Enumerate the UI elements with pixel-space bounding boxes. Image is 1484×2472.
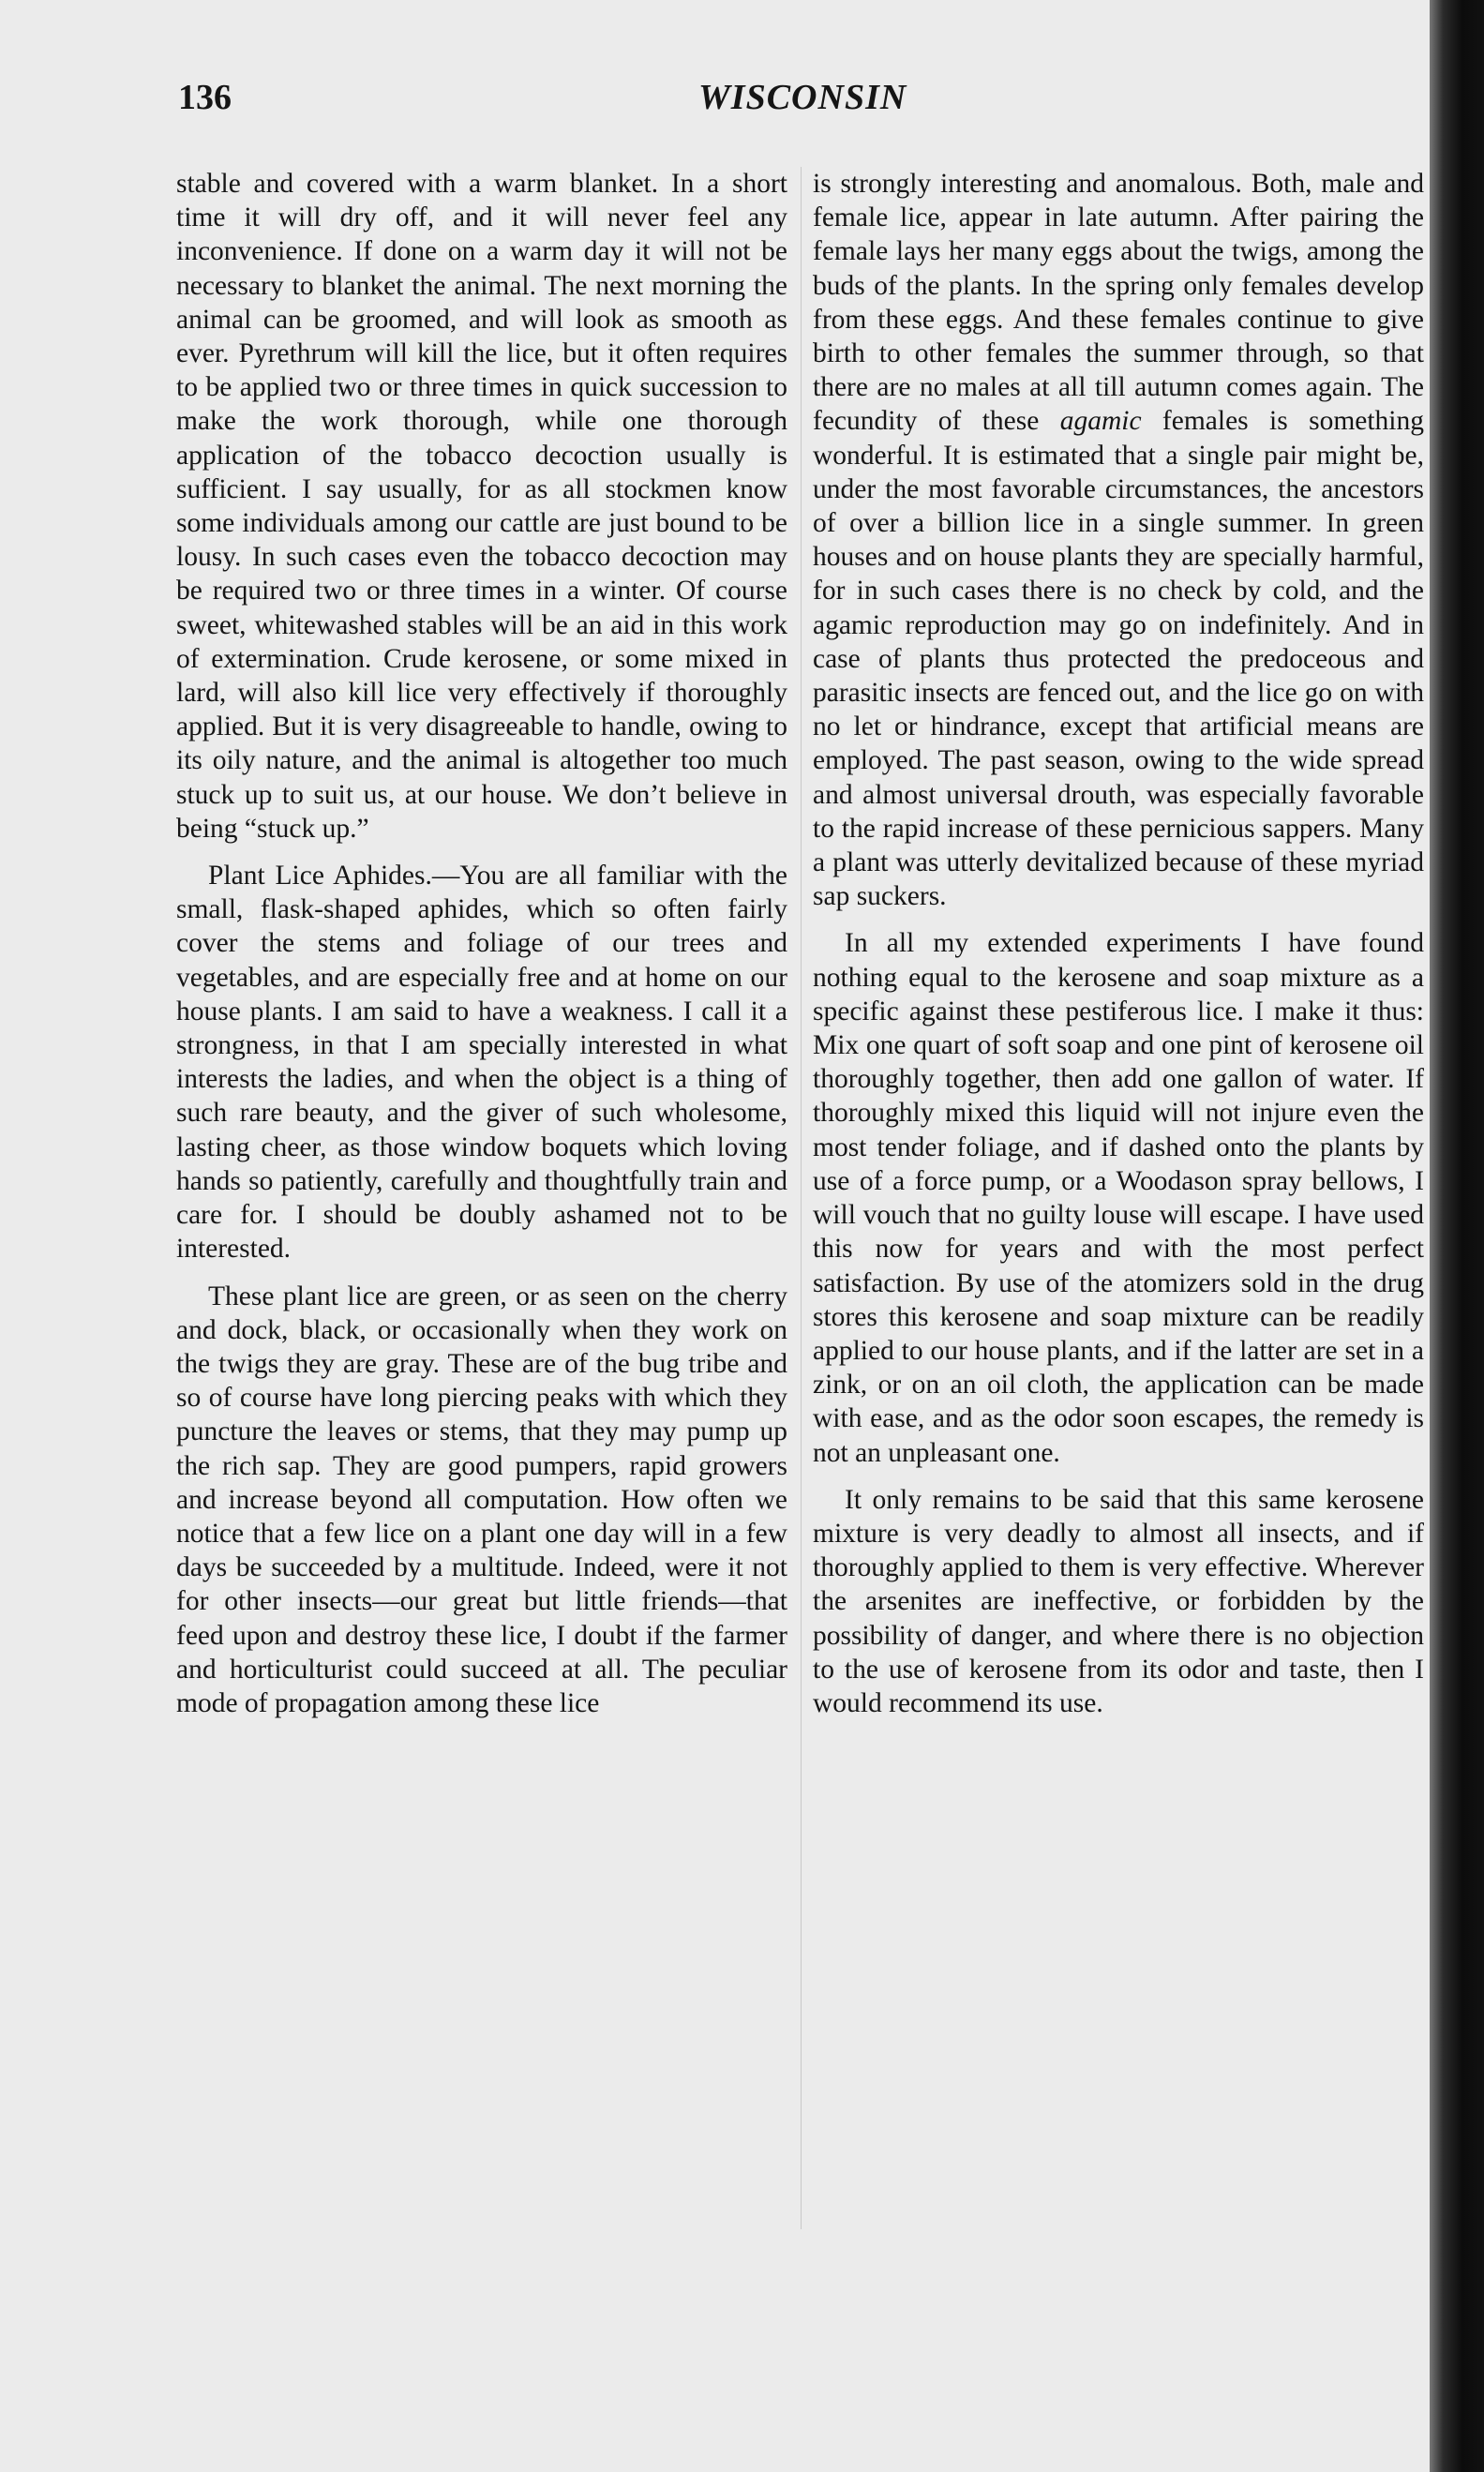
running-head: WISCONSIN <box>698 78 907 117</box>
paragraph: It only remains to be said that this same kerosene mixture is very deadly to almost all insects, and if thoroughly applied to them is very effective. Wherever the arsenites are ineffective, or forbidden by the possibility of danger, and where there is no objection to the use of kerosene from its odor and taste, then I would recommend its use. <box>813 1484 1424 1718</box>
paragraph: Plant Lice Aphides.—You are all familiar with the small, flask-shaped aphides, which so often fairly cover the stems and foliage of our trees and vegetables, and are especially free and at home on our house plants. I am said to have a weakness. I call it a strongness, in that I am specially interested in what interests the ladies, and when the object is a thing of such rare beauty, and the giver of such wholesome, lasting cheer, as those window boquets which loving hands so patiently, carefully and thoughtfully train and care for. I should be doubly ashamed not to be interested. <box>176 861 787 1265</box>
left-column <box>176 167 787 1733</box>
paragraph: In all my extended experiments I have found nothing equal to the kerosene and soap mixture as a specific against these pestiferous lice. I make it thus: Mix one quart of soft soap and one pint of kerosene oil thoroughly together, then add one gallon of water. If thoroughly mixed this liquid will not injure even the most tender foliage, and if dashed onto the plants by use of a force pump, or a Woodason spray bellows, I will vouch that no guilty louse will escape. I have used this now for years and with the most perfect satisfaction. By use of the atomizers sold in the drug stores this kerosene and soap mixture can be readily applied to our house plants, and if the latter are set in a zink, or on an oil cloth, the application can be made with ease, and as the odor soon escapes, the remedy is not an unpleasant one. <box>813 928 1424 1468</box>
paragraph: These plant lice are green, or as seen on the cherry and dock, black, or occasionally when they work on the twigs they are gray. These are of the bug tribe and so of course have long piercing peaks with which they puncture the leaves or stems, that they may pump up the rich sap. They are good pumpers, rapid growers and increase beyond all computation. How often we notice that a few lice on a plant one day will in a few days be succeeded by a multitude. Indeed, were it not for other insects—our great but little friends—that feed upon and destroy these lice, I doubt if the farmer and horticulturist could succeed at all. The peculiar mode of propagation among these lice <box>176 1281 787 1718</box>
paragraph <box>813 167 1424 913</box>
paragraph-text: is strongly interesting and anomalous. Both, male and female lice, appear in late autumn. After pairing the female lays her many eggs about the twigs, among the buds of the plants. In the spring only females develop from these eggs. And these females continue to give birth to other females the summer through, so that there are no males at all till autumn comes again. The fecundity of these <box>813 169 1424 437</box>
italic-term: agamic <box>1059 406 1142 437</box>
column-gutter <box>801 167 802 2229</box>
right-column <box>813 167 1424 1733</box>
book-spine-edge <box>1430 0 1484 2472</box>
paragraph-text: females is something wonderful. It is estimated that a single pair might be, under the most favorable circumstances, the ancestors of over a billion lice in a single summer. In green houses and on house plants they are specially harmful, for in such cases there is no check by cold, and the agamic reproduction may go on indefinitely. And in case of plants thus protected the predoceous and parasitic insects are fenced out, and the lice go on with no let or hindrance, except that artificial means are employed. The past season, owing to the wide spread and almost universal drouth, was especially favorable to the rapid increase of these pernicious sappers. Many a plant was utterly devitalized because of these myriad sap suckers. <box>813 406 1424 912</box>
page-number: 136 <box>178 78 232 117</box>
paragraph: stable and covered with a warm blanket. In a short time it will dry off, and it will never feel any inconvenience. If done on a warm day it will not be necessary to blanket the animal. The next morning the animal can be groomed, and will look as smooth as ever. Pyrethrum will kill the lice, but it often requires to be applied two or three times in quick succession to make the work thorough, while one thorough application of the tobacco decoction usually is sufficient. I say usually, for as all stockmen know some individuals among our cattle are just bound to be lousy. In such cases even the tobacco decoction may be required two or three times in a winter. Of course sweet, whitewashed stables will be an aid in this work of extermination. Crude kerosene, or some mixed in lard, will also kill lice very effectively if thoroughly applied. But it is very disagreeable to handle, owing to its oily nature, and the animal is altogether too much stuck up to suit us, at our house. We don’t believe in being “stuck up.” <box>176 169 787 844</box>
page-header <box>178 77 1416 124</box>
